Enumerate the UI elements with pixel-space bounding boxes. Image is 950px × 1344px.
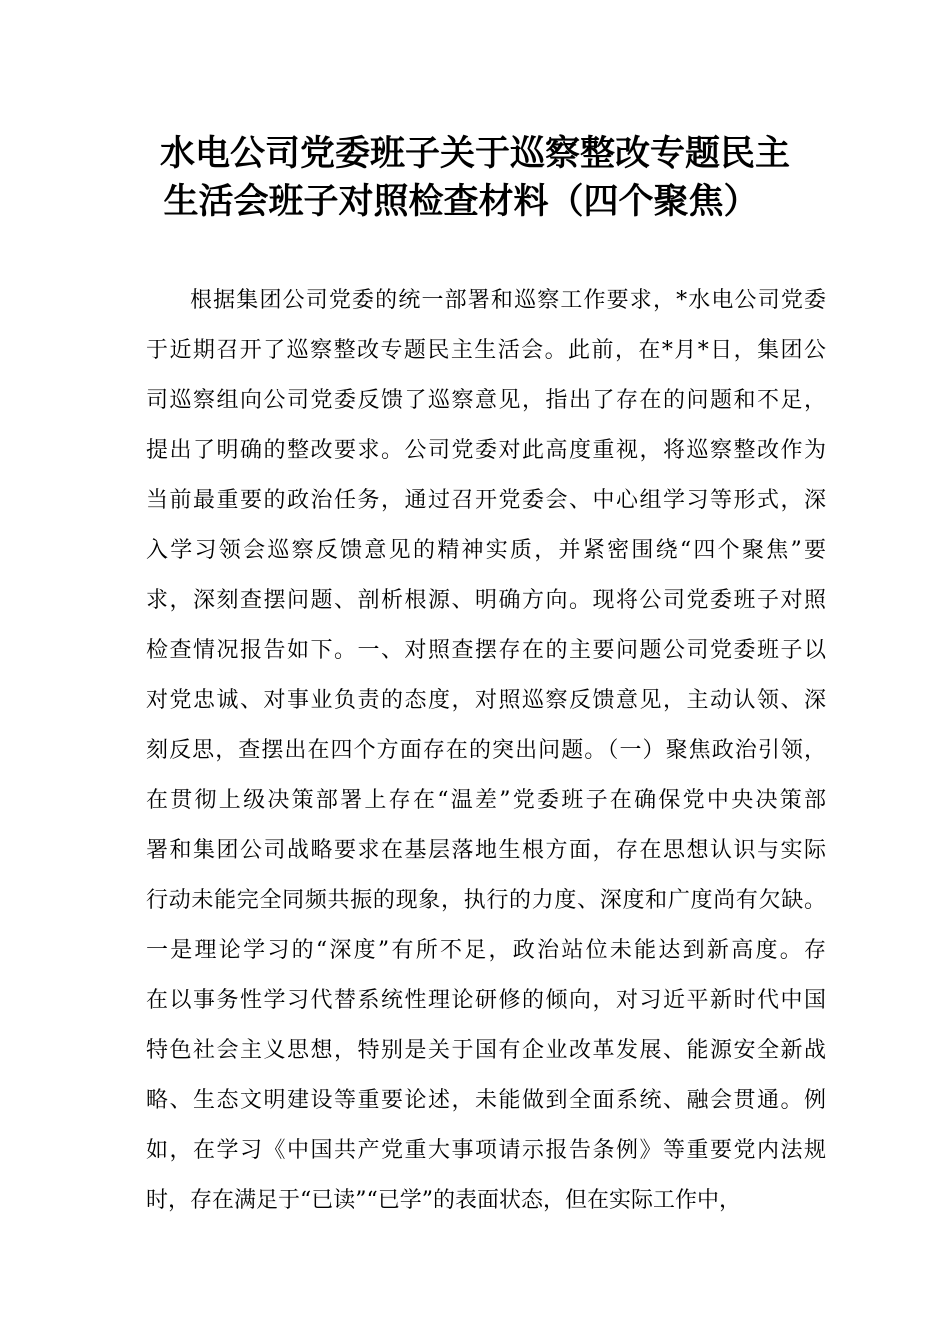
body-line-14: 一是理论学习的“深度”有所不足，政治站位未能达到新高度。存 — [146, 938, 826, 963]
body-line-17: 略、生态文明建设等重要论述，未能做到全面系统、融会贯通。例 — [146, 1088, 826, 1113]
document-title — [95, 130, 855, 226]
body-line-10: 刻反思，查摆出在四个方面存在的突出问题。（一）聚焦政治引领， — [146, 738, 826, 763]
body-line-2: 于近期召开了巡察整改专题民主生活会。此前，在*月*日，集团公 — [146, 338, 826, 363]
body-line-16: 特色社会主义思想，特别是关于国有企业改革发展、能源安全新战 — [146, 1038, 826, 1063]
body-line-11: 在贯彻上级决策部署上存在“温差”党委班子在确保党中央决策部 — [146, 788, 826, 813]
body-line-9: 对党忠诚、对事业负责的态度，对照巡察反馈意见，主动认领、深 — [146, 688, 826, 713]
title-line-1: 水电公司党委班子关于巡察整改专题民主 — [159, 134, 790, 174]
body-line-13: 行动未能完全同频共振的现象，执行的力度、深度和广度尚有欠缺。 — [146, 888, 826, 913]
body-line-1: 根据集团公司党委的统一部署和巡察工作要求，*水电公司党委 — [190, 288, 826, 313]
body-line-8: 检查情况报告如下。一、对照查摆存在的主要问题公司党委班子以 — [146, 638, 826, 663]
body-line-6: 入学习领会巡察反馈意见的精神实质，并紧密围绕“四个聚焦”要 — [146, 538, 826, 563]
document-body — [146, 276, 826, 1226]
body-line-18: 如，在学习《中国共产党重大事项请示报告条例》等重要党内法规 — [146, 1138, 826, 1163]
body-line-12: 署和集团公司战略要求在基层落地生根方面，存在思想认识与实际 — [146, 838, 826, 863]
body-line-3: 司巡察组向公司党委反馈了巡察意见，指出了存在的问题和不足， — [146, 388, 826, 413]
body-line-7: 求，深刻查摆问题、剖析根源、明确方向。现将公司党委班子对照 — [146, 588, 826, 613]
title-line-2: 生活会班子对照检查材料（四个聚焦） — [163, 182, 759, 222]
body-line-15: 在以事务性学习代替系统性理论研修的倾向，对习近平新时代中国 — [146, 988, 826, 1013]
body-line-19: 时，存在满足于“已读”“已学”的表面状态，但在实际工作中， — [146, 1188, 741, 1213]
body-line-5: 当前最重要的政治任务，通过召开党委会、中心组学习等形式，深 — [146, 488, 826, 513]
body-line-4: 提出了明确的整改要求。公司党委对此高度重视，将巡察整改作为 — [146, 438, 826, 463]
